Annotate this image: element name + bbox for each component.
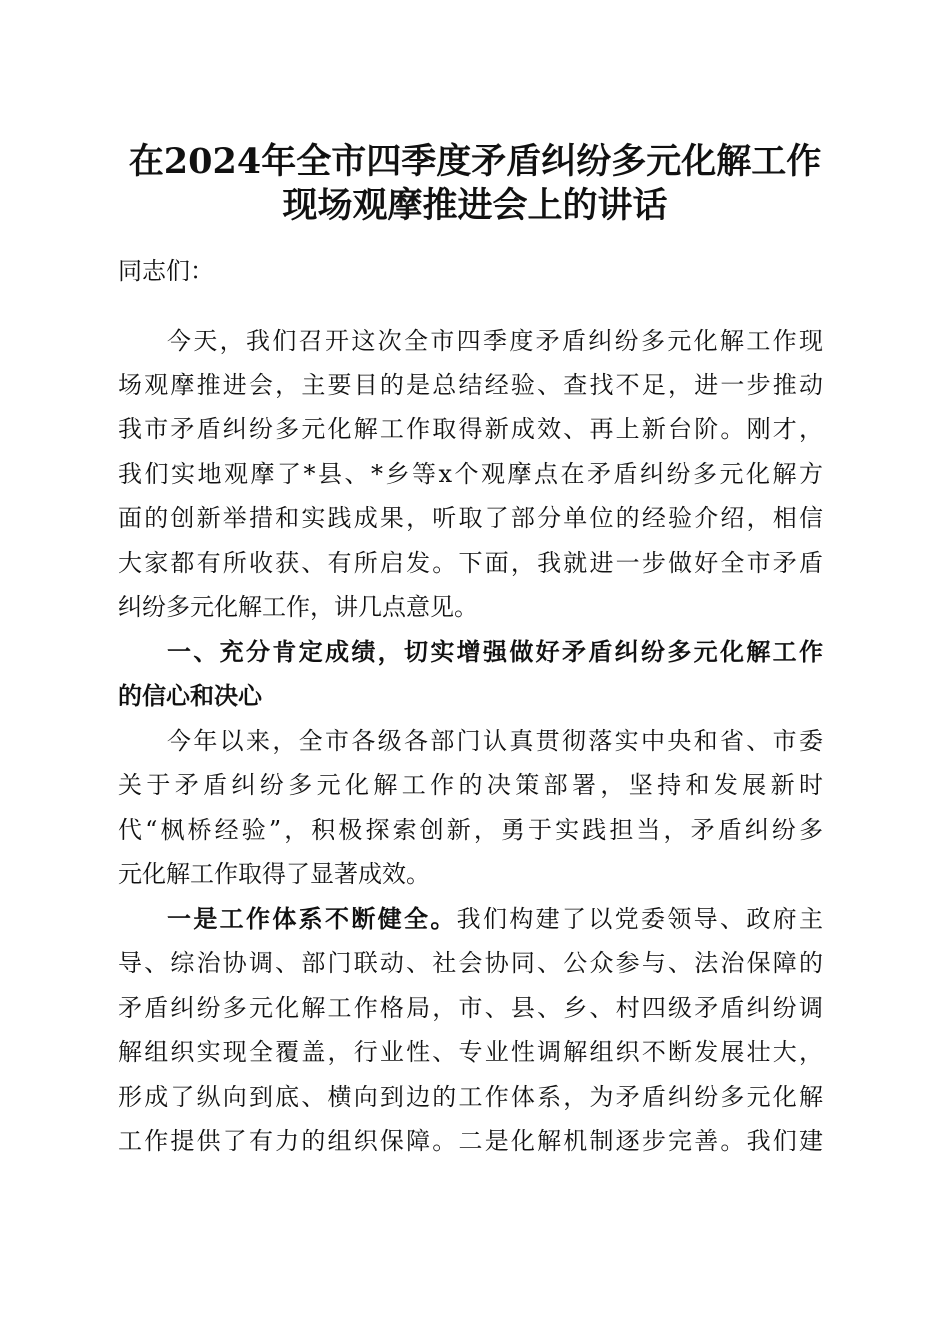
intro-line: 大家都有所收获、有所启发。下面，我就进一步做好全市矛盾 — [118, 549, 823, 577]
intro-line: 我们实地观摩了*县、*乡等x个观摩点在矛盾纠纷多元化解方 — [118, 460, 823, 488]
section-heading-line: 一、充分肯定成绩，切实增强做好矛盾纠纷多元化解工作 — [167, 638, 823, 666]
section-paragraph-line: 代“枫桥经验”，积极探索创新，勇于实践担当，矛盾纠纷多 — [118, 816, 823, 844]
salutation: 同志们： — [118, 257, 214, 285]
intro-line: 今天，我们召开这次全市四季度矛盾纠纷多元化解工作现 — [167, 327, 823, 355]
point-paragraph-line — [167, 904, 823, 934]
point-paragraph-line: 工作提供了有力的组织保障。二是化解机制逐步完善。我们建 — [118, 1127, 823, 1155]
section-paragraph-line: 今年以来，全市各级各部门认真贯彻落实中央和省、市委 — [167, 727, 823, 755]
point-line-rest: 我们构建了以党委领导、政府主 — [456, 905, 824, 933]
point-paragraph-line: 形成了纵向到底、横向到边的工作体系，为矛盾纠纷多元化解 — [118, 1083, 823, 1111]
intro-line: 纠纷多元化解工作，讲几点意见。 — [118, 593, 478, 621]
section-paragraph-line: 元化解工作取得了显著成效。 — [118, 860, 430, 888]
intro-line: 我市矛盾纠纷多元化解工作取得新成效、再上新台阶。刚才， — [118, 415, 823, 443]
point-lead: 一是工作体系不断健全。 — [167, 905, 457, 933]
point-paragraph-line: 解组织实现全覆盖，行业性、专业性调解组织不断发展壮大， — [118, 1038, 823, 1066]
point-paragraph-line: 矛盾纠纷多元化解工作格局，市、县、乡、村四级矛盾纠纷调 — [118, 994, 823, 1022]
point-paragraph-line: 导、综治协调、部门联动、社会协同、公众参与、法治保障的 — [118, 949, 823, 977]
document-title-line-2: 现场观摩推进会上的讲话 — [282, 185, 668, 226]
intro-line: 面的创新举措和实践成果，听取了部分单位的经验介绍，相信 — [118, 504, 823, 532]
section-paragraph-line: 关于矛盾纠纷多元化解工作的决策部署，坚持和发展新时 — [118, 771, 823, 799]
section-heading-line: 的信心和决心 — [118, 682, 262, 710]
document-title-line-1: 在2024年全市四季度矛盾纠纷多元化解工作 — [128, 141, 822, 182]
intro-line: 场观摩推进会，主要目的是总结经验、查找不足，进一步推动 — [118, 371, 823, 399]
